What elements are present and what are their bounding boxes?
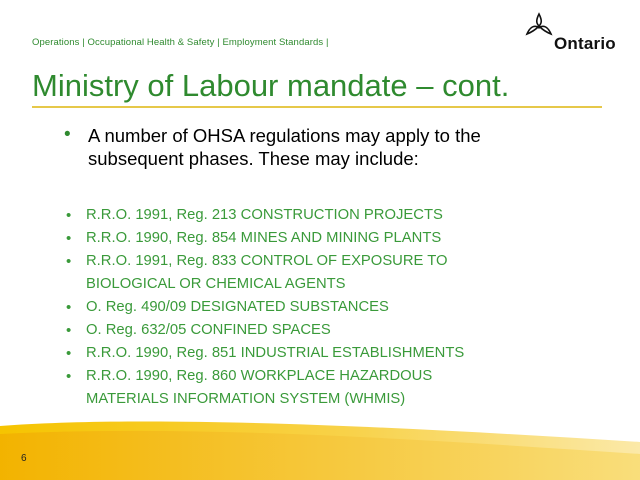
regulation-item-continuation <box>66 273 606 296</box>
regulation-text: R.R.O. 1991, Reg. 213 CONSTRUCTION PROJECTS <box>86 207 443 223</box>
intro-bullet-marker: • <box>64 124 71 145</box>
regulation-text: BIOLOGICAL OR CHEMICAL AGENTS <box>86 276 346 292</box>
regulation-text: MATERIALS INFORMATION SYSTEM (WHMIS) <box>86 391 406 407</box>
regulation-item <box>66 227 606 250</box>
title-divider <box>32 106 602 108</box>
regulation-text: O. Reg. 490/09 DESIGNATED SUBSTANCES <box>86 299 389 315</box>
regulation-text: O. Reg. 632/05 CONFINED SPACES <box>86 322 331 338</box>
regulation-text: R.R.O. 1990, Reg. 851 INDUSTRIAL ESTABLISHMENTS <box>86 345 465 361</box>
bullet-marker: • <box>66 299 72 316</box>
ontario-logo <box>520 10 632 55</box>
intro-line: subsequent phases. These may include: <box>88 148 419 169</box>
trillium-icon <box>524 12 554 42</box>
bullet-marker: • <box>66 253 72 270</box>
footer-swoosh <box>0 420 640 480</box>
bullet-marker: • <box>66 322 72 339</box>
top-navigation: Operations | Occupational Health & Safety | Employment Standards | <box>32 37 329 48</box>
bullet-marker: • <box>66 230 72 247</box>
regulation-list <box>66 204 606 411</box>
regulation-item <box>66 204 606 227</box>
bullet-marker: • <box>66 207 72 224</box>
regulation-item <box>66 296 606 319</box>
page-number: 6 <box>21 453 27 464</box>
regulation-text: R.R.O. 1990, Reg. 860 WORKPLACE HAZARDOUS <box>86 368 433 384</box>
intro-text <box>88 124 588 170</box>
bullet-marker: • <box>66 345 72 362</box>
logo-wordmark: Ontario <box>554 34 616 53</box>
regulation-item <box>66 342 606 365</box>
bullet-marker: • <box>66 368 72 385</box>
intro-bullet <box>64 124 588 170</box>
regulation-item <box>66 250 606 273</box>
regulation-item <box>66 319 606 342</box>
slide-title: Ministry of Labour mandate – cont. <box>32 68 510 103</box>
regulation-text: R.R.O. 1990, Reg. 854 MINES AND MINING PLANTS <box>86 230 442 246</box>
regulation-text: R.R.O. 1991, Reg. 833 CONTROL OF EXPOSURE TO <box>86 253 448 269</box>
regulation-item-continuation <box>66 388 606 411</box>
regulation-item <box>66 365 606 388</box>
intro-line: A number of OHSA regulations may apply to the <box>88 125 481 146</box>
